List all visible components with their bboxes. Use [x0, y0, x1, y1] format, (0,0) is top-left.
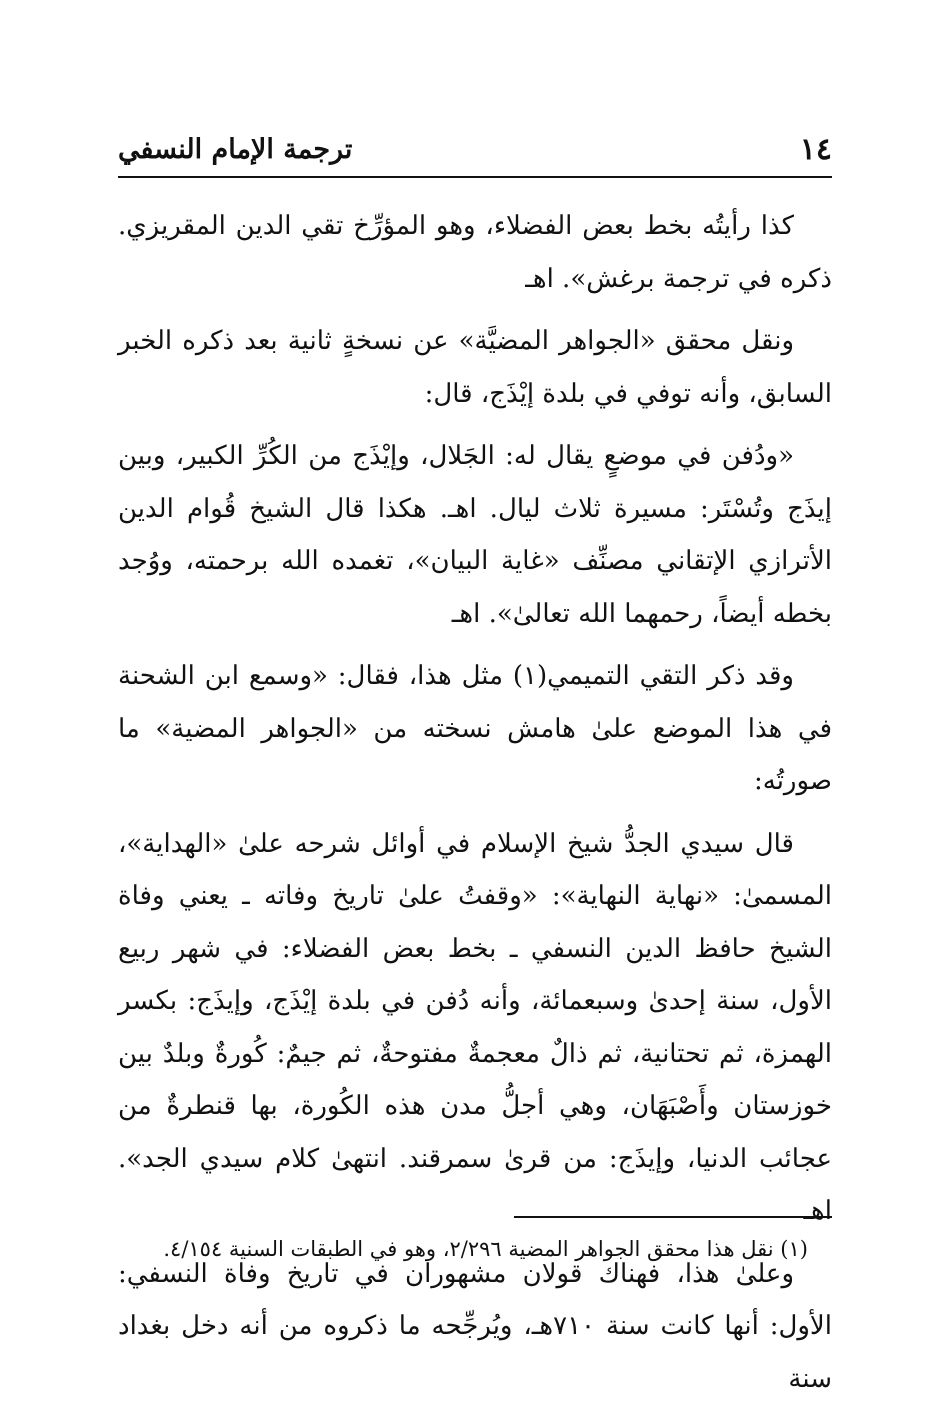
paragraph: قال سيدي الجدُّ شيخ الإسلام في أوائل شرحه علىٰ «الهداية»، المسمىٰ: «نهاية النهاية»: «وقفتُ علىٰ تاريخ وفاته ـ يعني وفاة الشيخ حافظ الدين النسفي ـ بخط بعض الفضلاء: في شهر ربيع الأول، سنة إحدىٰ وسبعمائة، وأنه دُفن في بلدة إيْذَج، وإيذَج: بكسر الهمزة، ثم تحتانية، ثم ذالٌ معجمةٌ مفتوحةٌ، ثم جيمٌ: كُورةٌ وبلدٌ بين خوزستان وأَصْبَهَان، وهي أجلُّ مدن هذه الكُورة، بها قنطرةٌ من عجائب الدنيا، وإيذَج: من قرىٰ سمرقند. انتهىٰ كلام سيدي الجد». اهـ: [118, 828, 832, 1226]
paragraph: «ودُفن في موضعٍ يقال له: الجَلال، وإيْذَج من الكُرِّ الكبير، وبين إيذَج وتُسْتَر: مسيرة ثلاث ليال. اهـ. هكذا قال الشيخ قُوام الدين الأترازي الإتقاني مصنِّف «غاية البيان»، تغمده الله برحمته، ووُجد بخطه أيضاً، رحمهما الله تعالىٰ». اهـ: [118, 441, 832, 629]
footnote-divider: [514, 1216, 832, 1218]
paragraph: ونقل محقق «الجواهر المضيَّة» عن نسخةٍ ثانية بعد ذكره الخبر السابق، وأنه توفي في بلدة إيْذَج، قال:: [118, 326, 832, 409]
paragraph: وقد ذكر التقي التميمي(١) مثل هذا، فقال: «وسمع ابن الشحنة في هذا الموضع علىٰ هامش نسخته من «الجواهر المضية» ما صورتُه:: [118, 661, 832, 796]
paragraph: كذا رأيتُه بخط بعض الفضلاء، وهو المؤرِّخ تقي الدين المقريزي. ذكره في ترجمة برغش». اهـ: [118, 211, 832, 294]
footnote: (١) نقل هذا محقق الجواهر المضية ٢/٢٩٦، وهو في الطبقات السنية ٤/١٥٤.: [163, 1237, 808, 1261]
paragraph: وعلىٰ هذا، فهناك قولان مشهوران في تاريخ وفاة النسفي: الأول: أنها كانت سنة ٧١٠هـ، ويُرجِّحه ما ذكروه من أنه دخل بغداد سنة: [118, 1258, 832, 1394]
page-header: [118, 128, 832, 178]
running-title: ترجمة الإمام النسفي: [118, 134, 353, 165]
page-number: ١٤: [799, 132, 832, 167]
